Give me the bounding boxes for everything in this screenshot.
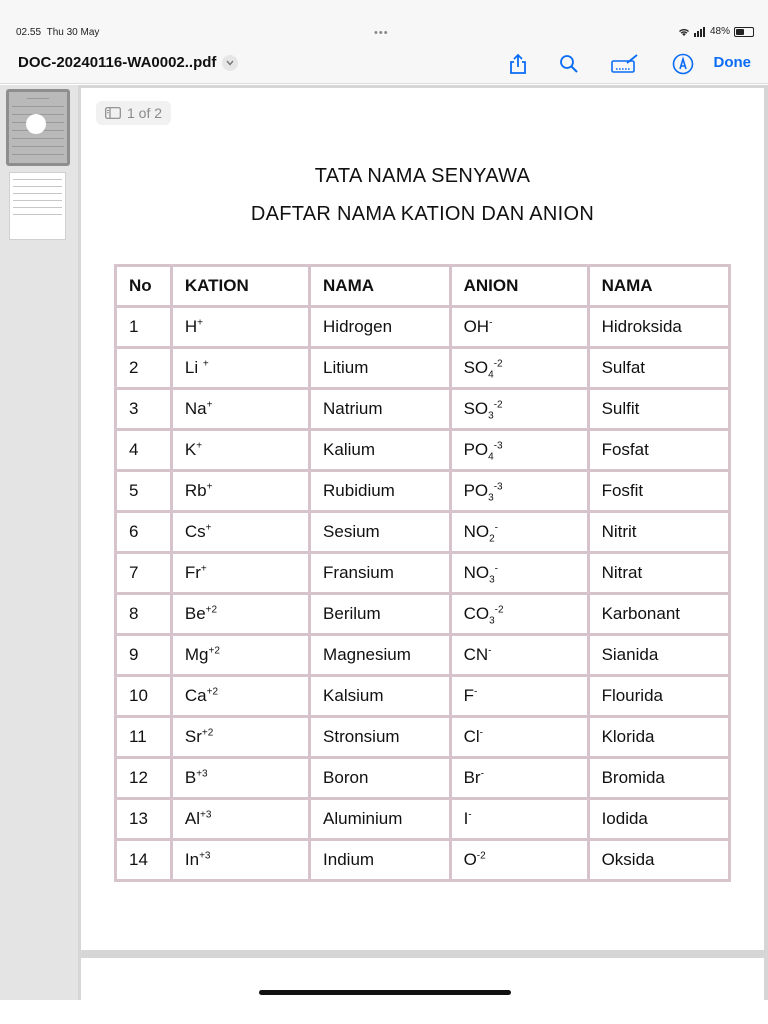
- anion-charge: -: [479, 727, 483, 739]
- table-row: [116, 840, 730, 881]
- cation-charge: +2: [205, 604, 218, 616]
- anion-symbol: I: [463, 809, 469, 828]
- cation-symbol: Li: [184, 358, 203, 377]
- toolbar: [0, 44, 768, 84]
- cation-charge: +3: [196, 768, 208, 780]
- cell-cation: [171, 840, 309, 881]
- cell-cation-name: Sesium: [310, 512, 451, 553]
- home-indicator[interactable]: [259, 990, 511, 995]
- pdf-page-1: [81, 88, 764, 950]
- table-row: [116, 553, 730, 594]
- markup-icon[interactable]: [670, 52, 696, 76]
- chevron-down-icon[interactable]: [222, 55, 238, 71]
- cell-anion: [450, 635, 588, 676]
- cell-cation-name: Boron: [310, 758, 451, 799]
- document-title: DOC-20240116-WA0002..pdf: [18, 54, 217, 71]
- anion-subscript: 2: [489, 533, 495, 545]
- cell-cation: [171, 594, 309, 635]
- cell-cation-name: Rubidium: [310, 471, 451, 512]
- cell-cation: [171, 799, 309, 840]
- table-row: [116, 758, 730, 799]
- cell-no: 7: [116, 553, 172, 594]
- cell-cation: [171, 758, 309, 799]
- cell-cation-name: Kalium: [310, 430, 451, 471]
- cation-charge: +: [205, 522, 212, 534]
- header-nama-kation: NAMA: [310, 266, 451, 307]
- anion-subscript: 3: [488, 410, 494, 422]
- cell-no: 4: [116, 430, 172, 471]
- cell-anion: [450, 840, 588, 881]
- status-time: 02.55 Thu 30 May: [16, 27, 100, 38]
- anion-symbol: CO: [463, 604, 490, 623]
- cell-anion: [450, 348, 588, 389]
- cell-anion-name: Fosfat: [588, 430, 729, 471]
- cell-cation-name: Litium: [310, 348, 451, 389]
- cell-cation: [171, 512, 309, 553]
- cell-no: 14: [116, 840, 172, 881]
- header-nama-anion: NAMA: [588, 266, 729, 307]
- anion-charge: -3: [493, 481, 503, 493]
- cell-cation: [171, 430, 309, 471]
- cell-cation-name: Aluminium: [310, 799, 451, 840]
- keyboard-icon[interactable]: [610, 52, 640, 76]
- cell-anion: [450, 758, 588, 799]
- cation-symbol: Cs: [184, 522, 206, 541]
- share-icon[interactable]: [505, 52, 531, 76]
- battery-icon: [734, 27, 754, 37]
- header-anion: ANION: [450, 266, 588, 307]
- document-title-line-1: TATA NAMA SENYAWA: [314, 165, 531, 187]
- cell-anion: [450, 594, 588, 635]
- header-kation: KATION: [171, 266, 309, 307]
- cation-symbol: B: [184, 768, 197, 787]
- cell-anion: [450, 512, 588, 553]
- cell-no: 8: [116, 594, 172, 635]
- cell-cation: [171, 389, 309, 430]
- anion-charge: -2: [476, 850, 486, 862]
- cell-anion-name: Nitrat: [588, 553, 729, 594]
- table-row: [116, 307, 730, 348]
- anion-symbol: PO: [463, 440, 489, 459]
- cell-no: 9: [116, 635, 172, 676]
- anion-charge: -: [494, 522, 498, 534]
- status-bar: [0, 0, 768, 44]
- anion-charge: -3: [493, 440, 503, 452]
- cell-no: 2: [116, 348, 172, 389]
- anion-subscript: 4: [488, 369, 494, 381]
- page-thumbnail-2[interactable]: [9, 172, 66, 240]
- cell-cation: [171, 471, 309, 512]
- cell-cation-name: Hidrogen: [310, 307, 451, 348]
- cation-symbol: H: [184, 317, 198, 336]
- anion-subscript: 3: [489, 615, 495, 627]
- cation-anion-table: [114, 264, 731, 882]
- cell-anion: [450, 430, 588, 471]
- table-row: [116, 471, 730, 512]
- anion-charge: -: [480, 768, 484, 780]
- cell-cation-name: Indium: [310, 840, 451, 881]
- cell-no: 6: [116, 512, 172, 553]
- anion-symbol: PO: [463, 481, 489, 500]
- table-row: [116, 635, 730, 676]
- cation-charge: +: [202, 358, 209, 370]
- anion-symbol: Br: [463, 768, 481, 787]
- cation-symbol: Na: [184, 399, 207, 418]
- cell-anion-name: Bromida: [588, 758, 729, 799]
- cell-cation: [171, 348, 309, 389]
- cation-symbol: Sr: [184, 727, 202, 746]
- table-header-row: [116, 266, 730, 307]
- cell-no: 5: [116, 471, 172, 512]
- table-row: [116, 717, 730, 758]
- cell-anion: [450, 553, 588, 594]
- anion-charge: -: [468, 809, 472, 821]
- cell-anion: [450, 471, 588, 512]
- cell-cation-name: Stronsium: [310, 717, 451, 758]
- cation-symbol: Be: [184, 604, 206, 623]
- status-right: [678, 26, 754, 37]
- cell-cation: [171, 676, 309, 717]
- cell-anion-name: Karbonant: [588, 594, 729, 635]
- cell-cation: [171, 307, 309, 348]
- done-button[interactable]: Done: [713, 54, 751, 71]
- anion-charge: -: [494, 563, 498, 575]
- cell-cation: [171, 635, 309, 676]
- cell-anion-name: Sianida: [588, 635, 729, 676]
- cation-symbol: Mg: [184, 645, 209, 664]
- cell-anion-name: Sulfit: [588, 389, 729, 430]
- cell-no: 1: [116, 307, 172, 348]
- table-row: [116, 430, 730, 471]
- anion-symbol: SO: [463, 358, 489, 377]
- page-indicator-label: 1 of 2: [127, 105, 163, 121]
- anion-symbol: F: [463, 686, 474, 705]
- table-row: [116, 512, 730, 553]
- cell-no: 3: [116, 389, 172, 430]
- thumbnail-options-badge[interactable]: [26, 114, 46, 134]
- cell-cation-name: Berilum: [310, 594, 451, 635]
- anion-symbol: NO: [463, 522, 490, 541]
- cell-anion-name: Flourida: [588, 676, 729, 717]
- cell-no: 11: [116, 717, 172, 758]
- cation-symbol: Rb: [184, 481, 207, 500]
- cell-no: 10: [116, 676, 172, 717]
- anion-charge: -2: [494, 604, 504, 616]
- battery-percent: 48%: [709, 26, 730, 37]
- cation-charge: +: [196, 440, 203, 452]
- cation-charge: +3: [199, 850, 211, 862]
- cation-charge: +: [206, 481, 213, 493]
- anion-symbol: CN: [463, 645, 489, 664]
- table-row: [116, 348, 730, 389]
- anion-charge: -: [473, 686, 478, 698]
- anion-symbol: NO: [463, 563, 490, 582]
- cell-cation: [171, 553, 309, 594]
- cell-no: 12: [116, 758, 172, 799]
- cell-anion-name: Hidroksida: [588, 307, 729, 348]
- cation-charge: +3: [200, 809, 212, 821]
- cation-symbol: Ca: [184, 686, 207, 705]
- wifi-icon: [678, 27, 690, 37]
- cation-symbol: Fr: [184, 563, 201, 582]
- cell-anion: [450, 676, 588, 717]
- document-title-button[interactable]: [18, 54, 238, 71]
- cell-cation-name: Natrium: [310, 389, 451, 430]
- cell-anion-name: Nitrit: [588, 512, 729, 553]
- table-row: [116, 389, 730, 430]
- page-indicator[interactable]: [96, 101, 171, 125]
- anion-subscript: 3: [489, 574, 495, 586]
- cation-symbol: Al: [184, 809, 200, 828]
- cell-anion-name: Iodida: [588, 799, 729, 840]
- anion-charge: -2: [493, 358, 503, 370]
- table-row: [116, 799, 730, 840]
- cell-anion: [450, 799, 588, 840]
- document-title-line-2: DAFTAR NAMA KATION DAN ANION: [250, 203, 595, 225]
- anion-symbol: O: [463, 850, 477, 869]
- cation-charge: +2: [201, 727, 214, 739]
- anion-symbol: SO: [463, 399, 489, 418]
- table-row: [116, 594, 730, 635]
- signal-icon: [694, 27, 706, 37]
- cell-anion: [450, 717, 588, 758]
- anion-symbol: OH: [463, 317, 490, 336]
- pdf-page-2: [81, 958, 764, 1018]
- anion-charge: -2: [493, 399, 503, 411]
- cell-no: 13: [116, 799, 172, 840]
- sidebar-icon: [105, 107, 121, 119]
- cation-charge: +2: [206, 686, 219, 698]
- cell-cation-name: Kalsium: [310, 676, 451, 717]
- anion-subscript: 3: [488, 492, 494, 504]
- anion-charge: -: [488, 645, 492, 657]
- anion-subscript: 4: [488, 451, 494, 463]
- cell-anion-name: Oksida: [588, 840, 729, 881]
- cation-charge: +2: [208, 645, 220, 657]
- page-thumbnail-1[interactable]: [6, 89, 70, 166]
- header-no: No: [116, 266, 172, 307]
- document-viewer[interactable]: [78, 85, 768, 1000]
- anion-charge: -: [489, 317, 493, 329]
- cation-charge: +: [197, 317, 203, 329]
- cation-symbol: K: [184, 440, 197, 459]
- cell-anion-name: Klorida: [588, 717, 729, 758]
- cell-cation-name: Magnesium: [310, 635, 451, 676]
- cell-cation-name: Fransium: [310, 553, 451, 594]
- search-icon[interactable]: [556, 52, 582, 76]
- cation-symbol: In: [184, 850, 200, 869]
- table-row: [116, 676, 730, 717]
- multitasking-dots[interactable]: •••: [374, 27, 389, 39]
- anion-symbol: Cl: [463, 727, 480, 746]
- cation-charge: +: [206, 399, 213, 411]
- cell-anion-name: Fosfit: [588, 471, 729, 512]
- cell-anion: [450, 307, 588, 348]
- cell-anion: [450, 389, 588, 430]
- cell-cation: [171, 717, 309, 758]
- thumbnail-sidebar: [0, 85, 78, 1000]
- cation-charge: +: [200, 563, 207, 575]
- cell-anion-name: Sulfat: [588, 348, 729, 389]
